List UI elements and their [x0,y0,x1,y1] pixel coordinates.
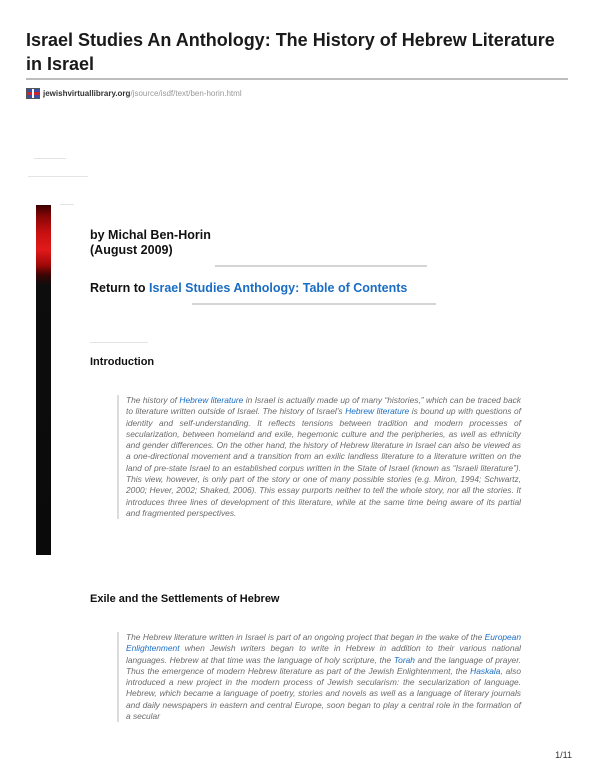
title-divider [26,78,568,80]
decor-line-2 [28,176,88,177]
source-link[interactable] [43,89,242,98]
text-span: , also introduced a new project in the modern process of Jewish secularism: the secularization of language. Hebrew, which became a language of poetry, stories and novels as well as a language of literary journals and daily newspapers in eastern and central Europe, soon began to play a central role in the formation of a secular [126,665,521,722]
return-line [90,281,407,295]
source-path: /jsource/isdf/text/ben-horin.html [130,88,242,98]
text-span: is bound up with questions of identity and self-understanding. It reflects tensions between tradition and modern processes of secularization, between homeland and exile, hegemonic culture and the peripheries, as well as ethnicity and gender differences. On the other hand, the history of Hebrew literature in Israel can also be viewed as a one-directional movement and a transition from an exilic landless literature to a literature written on the land of pre-state Israel to an established corpus written in the State of Israel (known as “Israeli literature”). This view, however, is only part of the story or one of many possible stories (e.g. Miron, 1994; Schwartz, 2000; Hever, 2002; Shaked, 2006). This essay purports neither to tell the whole story, nor all the stories. It introduces three lines of development of this literature, while at the same time being aware of its partial and fragmented perspectives. [126,406,521,518]
byline-divider [215,265,427,267]
text-span: The history of [126,395,180,405]
sidebar-image-strip [36,205,51,555]
text-span: in Israel is actually made up of many “histories,” which can be traced back to literature written outside of Israel. The history of Israel’s [126,395,521,417]
byline [90,228,211,258]
return-divider [192,303,436,305]
section-heading-introduction: Introduction [90,356,155,368]
european-enlightenment-link[interactable]: European Enlightenment [126,632,521,654]
text-span: and the language of prayer. Thus the emergence of modern Hebrew literature as part of the Jewish Enlightenment, the [126,654,521,676]
page-title: Israel Studies An Anthology: The History of Hebrew Literature in Israel [26,30,555,74]
table-of-contents-link[interactable]: Israel Studies Anthology: Table of Contents [149,281,408,295]
torah-link[interactable]: Torah [393,654,415,665]
byline-author: by Michal Ben-Horin [90,228,211,242]
text-span: The Hebrew literature written in Israel is part of an ongoing project that began in the wake of the [126,632,485,642]
text-span: when Jewish writers began to write in Hebrew in addition to their various national languages. Hebrew at that time was the language of holy scripture, the [126,643,521,665]
section-heading-exile: Exile and the Settlements of Hebrew [90,593,280,605]
haskala-link[interactable]: Haskala [470,665,501,676]
source-domain: jewishvirtuallibrary.org [43,88,131,98]
hebrew-literature-link-2[interactable]: Hebrew literature [345,406,410,417]
page-number: 1/11 [555,750,572,760]
decor-line-1 [34,158,66,159]
flag-icon [26,88,40,99]
byline-date: (August 2009) [90,243,173,257]
source-line [26,86,242,100]
decor-line-4 [90,342,148,343]
introduction-paragraph [117,395,521,519]
return-prefix: Return to [90,281,150,295]
exile-paragraph [117,632,521,722]
decor-line-3 [60,204,74,205]
hebrew-literature-link[interactable]: Hebrew literature [179,395,244,405]
